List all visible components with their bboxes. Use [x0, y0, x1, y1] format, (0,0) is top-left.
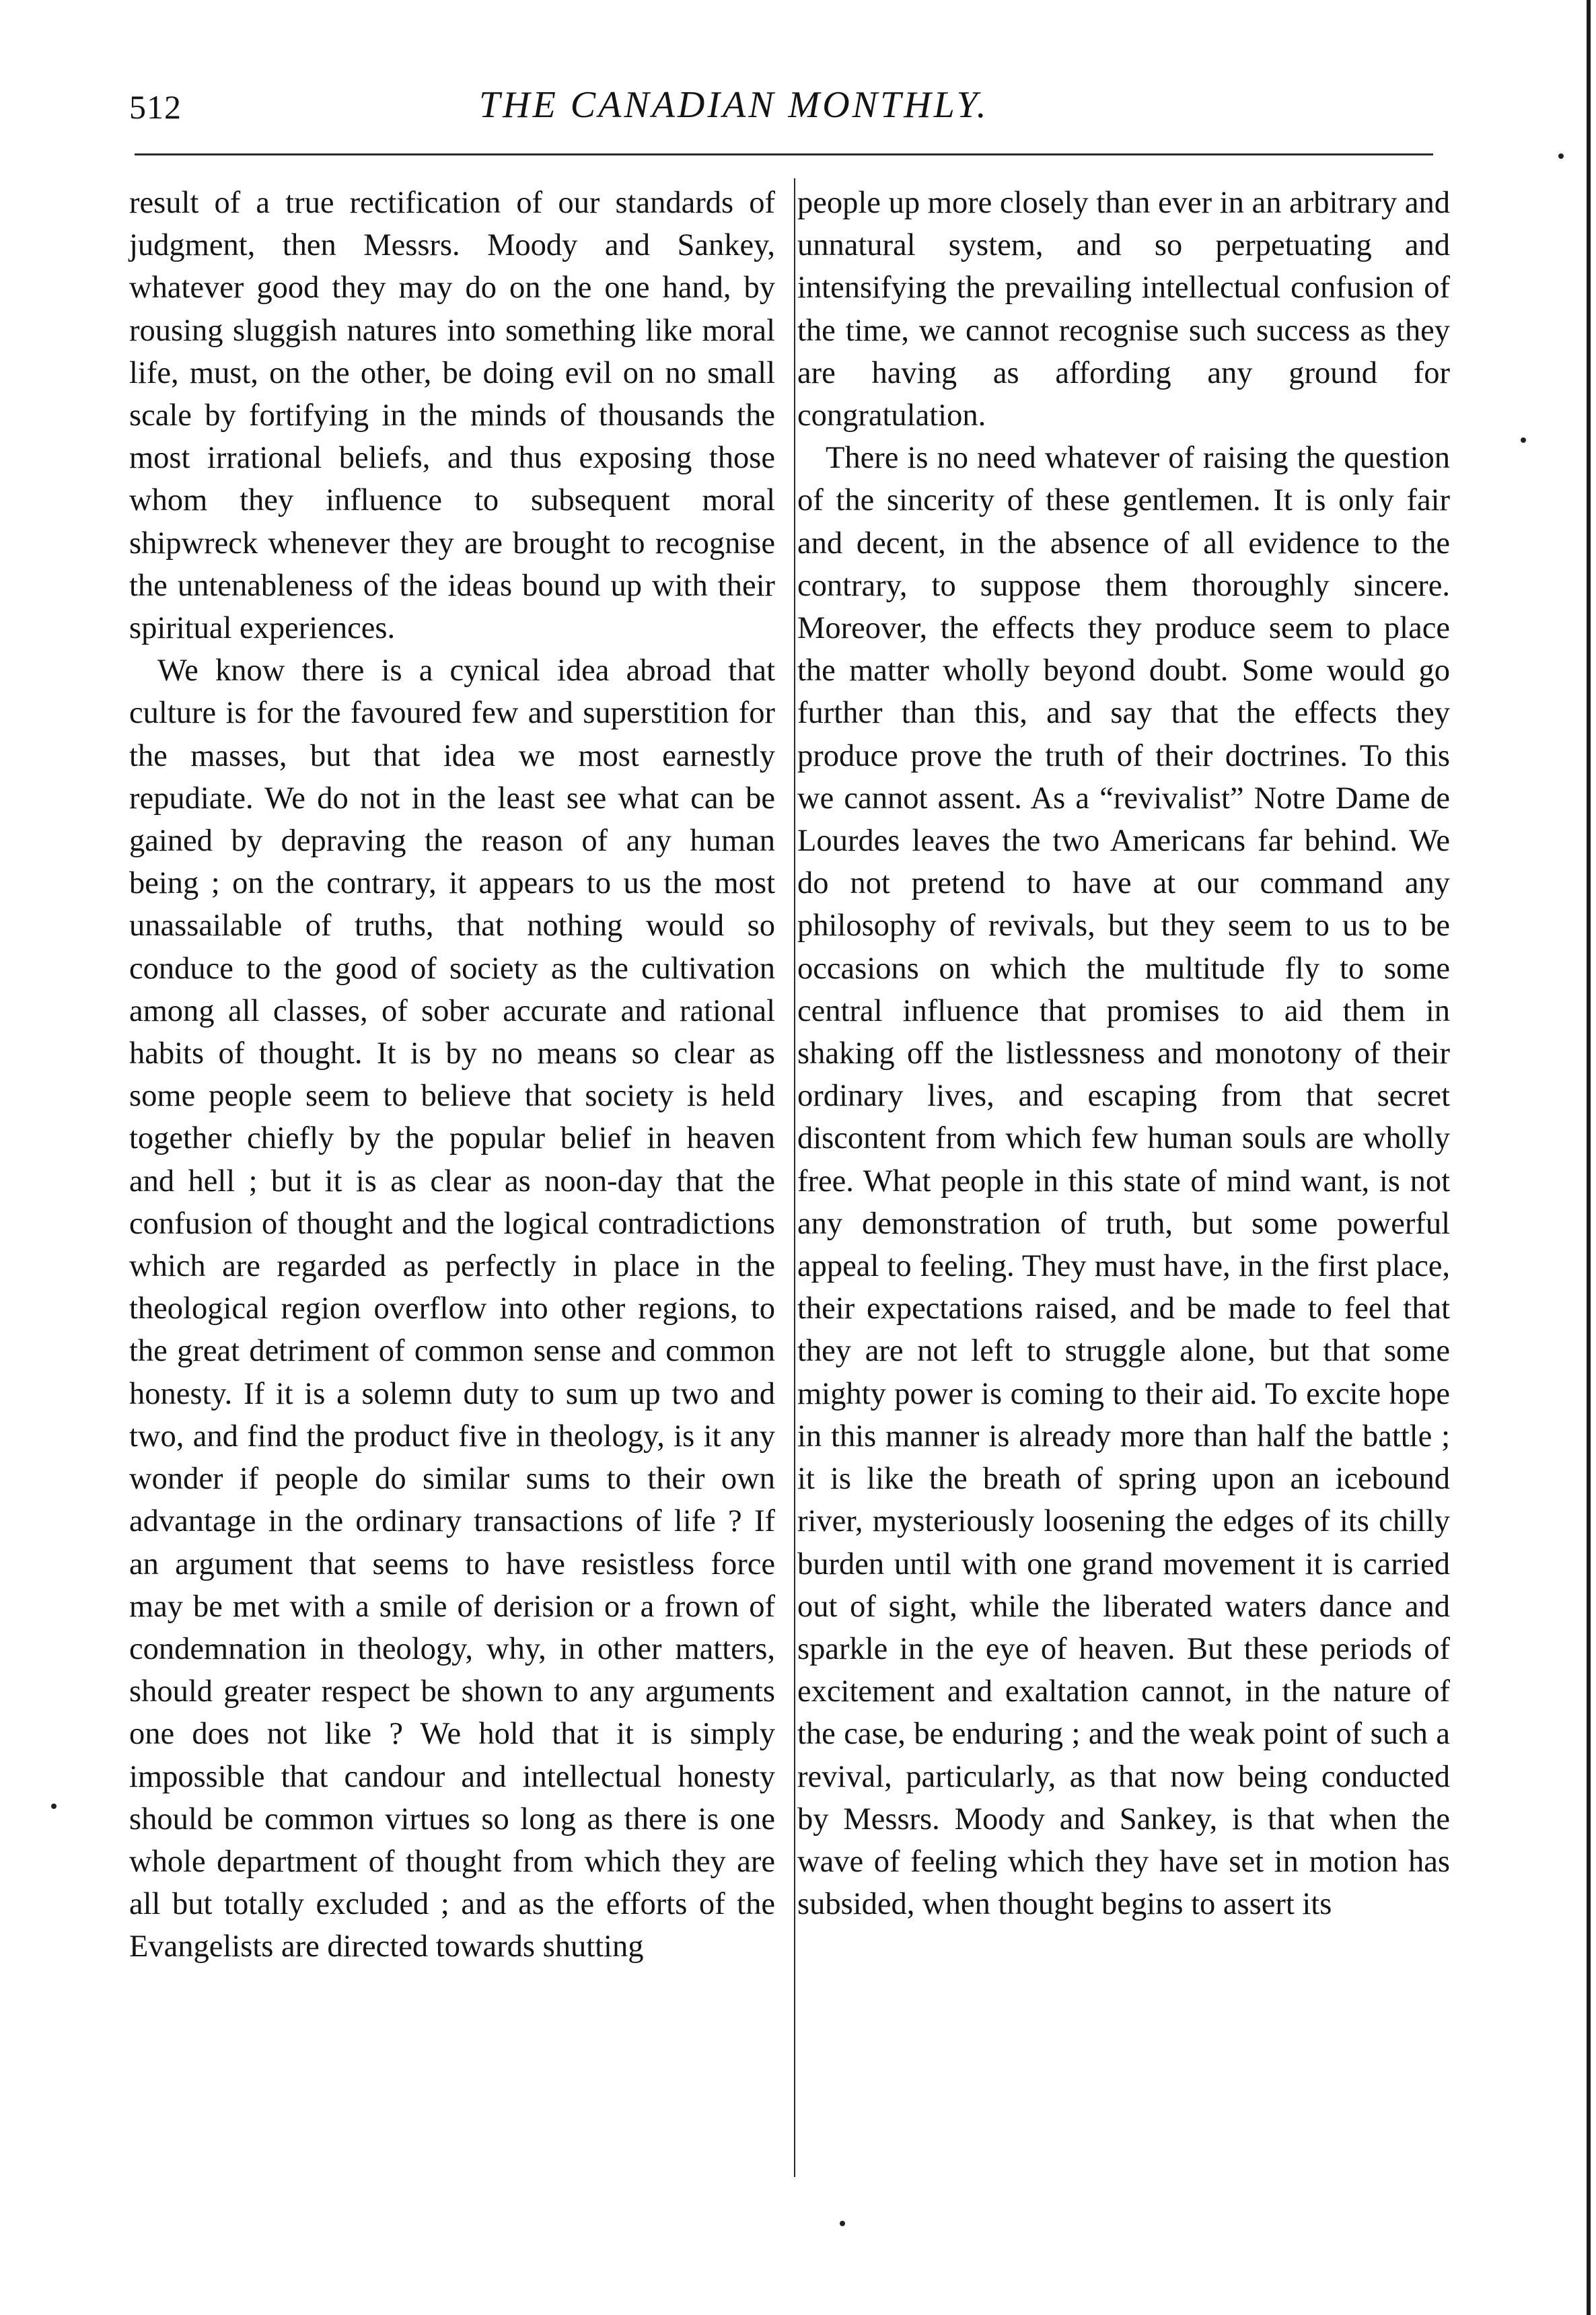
running-title: THE CANADIAN MONTHLY.: [479, 84, 989, 126]
paragraph: result of a true rectification of our standards of judgment, then Messrs. Moody and Sankey, whatever good they may do on the one hand, by rousing sluggish natures into something like moral life, must, on the other, be doing evil on no small scale by fortifying in the minds of thousands the most irrational beliefs, and thus exposing those whom they influence to subsequent moral shipwreck whenever they are brought to recognise the untenableness of the ideas bound up with their spiritual experiences.: [129, 186, 775, 646]
scan-margin-edge: [1587, 0, 1591, 2315]
paragraph: There is no need whatever of raising the question of the sincerity of these gentlemen. It is only fair and decent, in the absence of all evidence to the contrary, to suppose them thoroughly sincere. Moreover, the effects they produce seem to place the matter wholly beyond doubt. Some would go further than this, and say that the effects they produce prove the truth of their doctrines. To this we cannot assent. As a “revivalist” Notre Dame de Lourdes leaves the two Americans far behind. We do not pretend to have at our command any philosophy of revivals, but they seem to us to be occasions on which the multitude fly to some central influence that promises to aid them in shaking off the listlessness and monotony of their ordinary lives, and escaping from that secret discontent from which few human souls are wholly free. What people in this state of mind want, is not any demonstration of truth, but some powerful appeal to feeling. They must have, in the first place, their expectations raised, and be made to feel that they are not left to struggle alone, but that some mighty power is coming to their aid. To excite hope in this manner is already more than half the battle ; it is like the breath of spring upon an icebound river, mysteriously loosening the edges of its chilly burden until with one grand movement it is carried out of sight, while the liberated waters dance and sparkle in the eye of heaven. But these periods of excitement and exaltation cannot, in the nature of the case, be enduring ; and the weak point of such a revival, particularly, as that now being conducted by Messrs. Moody and Sankey, is that when the wave of feeling which they have set in motion has subsided, when thought begins to assert its: [797, 441, 1450, 1922]
scan-speck: [1521, 437, 1526, 443]
page-number: 512: [129, 88, 182, 126]
scan-speck: [51, 1804, 57, 1809]
left-column: [129, 182, 775, 1968]
paragraph: We know there is a cynical idea abroad that culture is for the favoured few and superstition for the masses, but that idea we most earnestly repudiate. We do not in the least see what can be gained by depraving the reason of any human being ; on the contrary, it appears to us the most unassailable of truths, that nothing would so conduce to the good of society as the cultivation among all classes, of sober accurate and rational habits of thought. It is by no means so clear as some people seem to believe that society is held together chiefly by the popular belief in heaven and hell ; but it is as clear as noon-day that the confusion of thought and the logical contradictions which are regarded as perfectly in place in the theological region overflow into other regions, to the great detriment of common sense and common honesty. If it is a solemn duty to sum up two and two, and find the product five in theology, is it any wonder if people do similar sums to their own advantage in the ordinary transactions of life ? If an argument that seems to have resistless force may be met with a smile of derision or a frown of condemnation in theology, why, in other matters, should greater respect be shown to any arguments one does not like ? We hold that it is simply impossible that candour and intellectual honesty should be common virtues so long as there is one whole department of thought from which they are all but totally excluded ; and as the efforts of the Evangelists are directed towards shutting: [129, 653, 775, 1964]
right-column: [797, 182, 1450, 1925]
page-header: [129, 74, 1441, 141]
scan-speck: [840, 2221, 845, 2226]
scan-speck: [1558, 153, 1564, 159]
header-rule: [135, 153, 1433, 155]
paragraph: people up more closely than ever in an arbitrary and unnatural system, and so perpetuating and intensifying the prevailing intellectual confusion of the time, we cannot recognise such success as they are having as affording any ground for congratulation.: [797, 186, 1450, 433]
column-divider: [794, 178, 795, 2177]
